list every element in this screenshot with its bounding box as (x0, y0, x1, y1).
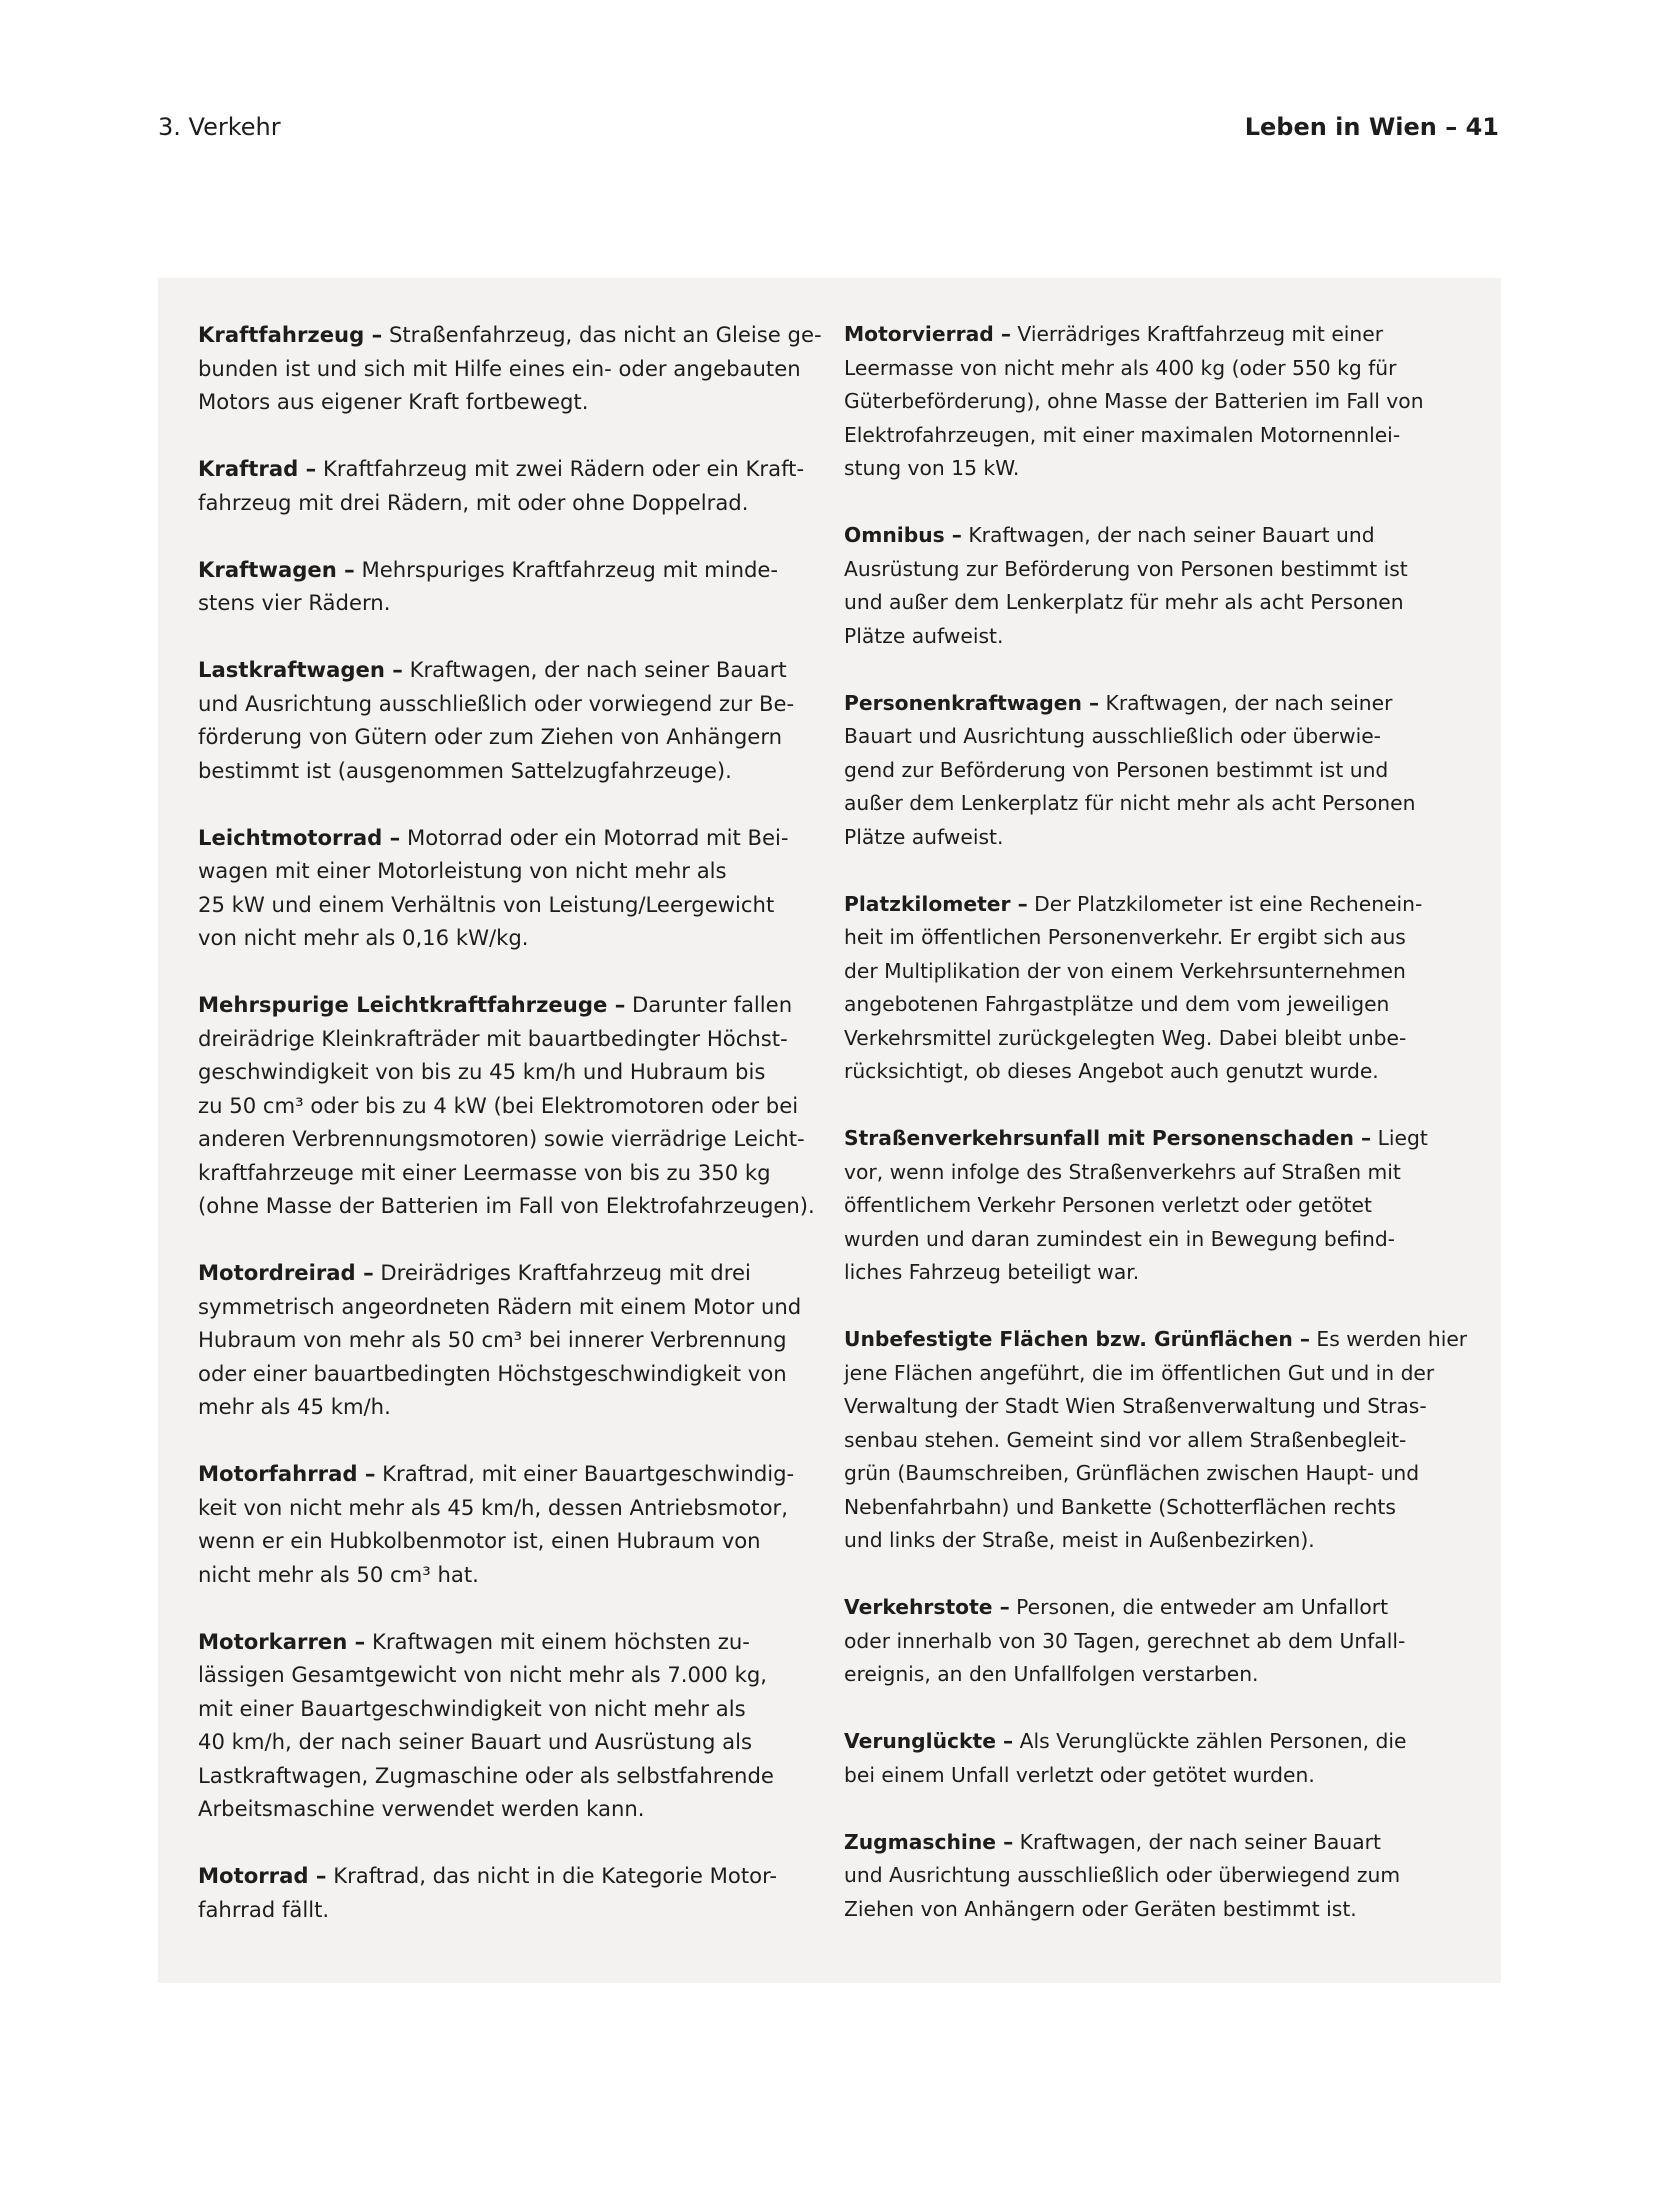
entry-line (844, 1893, 1474, 1927)
definition-text: Leermasse von nicht mehr als 400 kg (oder 550 kg für (844, 355, 1397, 380)
glossary-entry-kraftwagen (198, 553, 828, 620)
definition-text: außer dem Lenkerplatz für nicht mehr als acht Personen (844, 791, 1416, 815)
definition-text: der Multiplikation der von einem Verkehrsunternehmen (844, 958, 1406, 983)
definition-text: vor, wenn infolge des Straßenverkehrs auf Straßen mit (844, 1159, 1401, 1184)
entry-line (844, 419, 1474, 453)
entry-line (844, 955, 1474, 989)
page-title: Leben in Wien – 41 (1244, 113, 1499, 141)
entry-line (198, 1357, 828, 1391)
definition-text: dreirädrige Kleinkrafträder mit bauartbedingter Höchst- (198, 1025, 788, 1051)
glossary-term: Leichtmotorrad – (198, 824, 401, 850)
definition-text: Dreirädriges Kraftfahrzeug mit drei (373, 1260, 751, 1285)
definition-text: Kraftwagen, der nach seiner (1099, 690, 1393, 715)
definition-text: Verwaltung der Stadt Wien Straßenverwaltung und Stras- (844, 1394, 1427, 1418)
definition-text: Kraftwagen, der nach seiner Bauart und (961, 523, 1375, 547)
entry-line (844, 1457, 1474, 1491)
entry-line (198, 1524, 828, 1558)
glossary-entry-verkehrstote (844, 1591, 1474, 1692)
definition-text: mehr als 45 km/h. (198, 1394, 391, 1419)
entry-line (198, 1189, 828, 1223)
entry-line (844, 1156, 1474, 1190)
entry-line (844, 1725, 1474, 1759)
glossary-entry-motorrad (198, 1859, 828, 1926)
entry-line (198, 1491, 828, 1525)
glossary-term: Motordreirad – (198, 1260, 374, 1285)
definition-text: angebotenen Fahrgastplätze und dem vom jeweiligen (844, 992, 1390, 1016)
definition-text: anderen Verbrennungsmotoren) sowie vierrädrige Leicht- (198, 1126, 805, 1151)
entry-line (844, 1658, 1474, 1692)
entry-line (198, 653, 828, 687)
glossary-entry-platzkilometer (844, 888, 1474, 1089)
definition-text: fahrrad fällt. (198, 1896, 330, 1922)
entry-line (844, 586, 1474, 620)
entry-line (844, 519, 1474, 553)
definition-text: keit von nicht mehr als 45 km/h, dessen Antriebsmotor, (198, 1494, 788, 1520)
definition-text: bunden ist und sich mit Hilfe eines ein- oder angebauten (198, 355, 801, 381)
entry-line (198, 352, 828, 386)
definition-text: Hubraum von mehr als 50 cm³ bei innerer Verbrennung (198, 1327, 787, 1352)
definition-text: (ohne Masse der Batterien im Fall von Elektrofahrzeugen). (198, 1193, 815, 1218)
entry-line (198, 854, 828, 888)
glossary-term: Kraftfahrzeug – (198, 322, 383, 347)
definition-text: nicht mehr als 50 cm³ hat. (198, 1561, 479, 1587)
entry-line (198, 1390, 828, 1424)
definition-text: fahrzeug mit drei Rädern, mit oder ohne Doppelrad. (198, 489, 749, 515)
definition-text: Elektrofahrzeugen, mit einer maximalen Motornennlei- (844, 422, 1401, 447)
glossary-entry-kraftfahrzeug (198, 318, 828, 419)
entry-line (844, 1189, 1474, 1223)
definition-text: Kraftwagen, der nach seiner Bauart (1013, 1829, 1381, 1854)
entry-line (844, 1491, 1474, 1525)
entry-line (844, 1625, 1474, 1659)
entry-line (198, 1256, 828, 1290)
entry-line (844, 921, 1474, 955)
entry-line (844, 821, 1474, 855)
entry-line (198, 888, 828, 922)
glossary-term: Lastkraftwagen – (198, 657, 403, 682)
entry-line (198, 1759, 828, 1793)
glossary-entry-zugmaschine (844, 1826, 1474, 1927)
entry-line (198, 1055, 828, 1089)
definition-text: Bauart und Ausrichtung ausschließlich oder überwie- (844, 724, 1381, 748)
definition-text: zu 50 cm³ oder bis zu 4 kW (bei Elektromotoren oder bei (198, 1092, 799, 1118)
glossary-term: Verkehrstote – (844, 1595, 1010, 1619)
entry-line (844, 1591, 1474, 1625)
glossary-entry-personenkraftwagen (844, 687, 1474, 855)
definition-text: gend zur Beförderung von Personen bestimmt ist und (844, 757, 1389, 782)
glossary-left-column (198, 318, 828, 1960)
definition-text: Als Verunglückte zählen Personen, die (1013, 1729, 1407, 1753)
glossary-box (158, 278, 1501, 1983)
glossary-entry-unbefestigte-flaechen-bzw-gruenflaechen (844, 1323, 1474, 1558)
definition-text: Nebenfahrbahn) und Bankette (Schotterflächen rechts (844, 1494, 1396, 1519)
glossary-term: Kraftrad – (198, 456, 317, 481)
glossary-term: Unbefestigte Flächen bzw. Grünflächen – (844, 1327, 1310, 1351)
entry-line (844, 385, 1474, 419)
glossary-entry-motorkarren (198, 1625, 828, 1826)
entry-line (844, 754, 1474, 788)
definition-text: liches Fahrzeug beteiligt war. (844, 1260, 1140, 1284)
definition-text: Kraftwagen, der nach seiner Bauart (402, 657, 787, 682)
glossary-right-column (844, 318, 1474, 1960)
entry-line (198, 921, 828, 955)
glossary-entry-strassenverkehrsunfall-mit-personenschaden (844, 1122, 1474, 1290)
definition-text: 25 kW und einem Verhältnis von Leistung/Leergewicht (198, 891, 775, 917)
entry-line (198, 1792, 828, 1826)
definition-text: Mehrspuriges Kraftfahrzeug mit minde- (354, 556, 779, 582)
glossary-entry-motordreirad (198, 1256, 828, 1424)
entry-line (198, 452, 828, 486)
entry-line (198, 553, 828, 587)
entry-line (844, 988, 1474, 1022)
glossary-entry-motorvierrad (844, 318, 1474, 486)
definition-text: kraftfahrzeuge mit einer Leermasse von bis zu 350 kg (198, 1159, 771, 1185)
definition-text: Plätze aufweist. (844, 824, 1004, 849)
definition-text: heit im öffentlichen Personenverkehr. Er ergibt sich aus (844, 925, 1406, 949)
definition-text: Plätze aufweist. (844, 623, 1004, 648)
entry-line (198, 687, 828, 721)
entry-line (844, 318, 1474, 352)
entry-line (844, 888, 1474, 922)
entry-line (198, 1859, 828, 1893)
entry-line (198, 1725, 828, 1759)
entry-line (844, 1022, 1474, 1056)
definition-text: und links der Straße, meist in Außenbezirken). (844, 1528, 1315, 1552)
entry-line (198, 1122, 828, 1156)
definition-text: 40 km/h, der nach seiner Bauart und Ausrüstung als (198, 1729, 752, 1754)
definition-text: senbau stehen. Gemeint sind vor allem Straßenbegleit- (844, 1427, 1407, 1452)
entry-line (844, 1859, 1474, 1893)
entry-line (198, 754, 828, 788)
definition-text: Der Platzkilometer ist eine Rechenein- (1027, 891, 1423, 916)
entry-line (198, 821, 828, 855)
entry-line (844, 687, 1474, 721)
definition-text: wurden und daran zumindest ein in Bewegung befind- (844, 1226, 1395, 1251)
entry-line (844, 1256, 1474, 1290)
glossary-term: Motorvierrad – (844, 322, 1011, 346)
definition-text: bestimmt ist (ausgenommen Sattelzugfahrzeuge). (198, 757, 732, 783)
glossary-entry-lastkraftwagen (198, 653, 828, 787)
definition-text: bei einem Unfall verletzt oder getötet wurden. (844, 1762, 1315, 1787)
entry-line (198, 988, 828, 1022)
entry-line (198, 1893, 828, 1927)
entry-line (198, 1323, 828, 1357)
definition-text: von nicht mehr als 0,16 kW/kg. (198, 925, 529, 950)
entry-line (844, 1524, 1474, 1558)
definition-text: Liegt (1371, 1126, 1428, 1150)
definition-text: und außer dem Lenkerplatz für mehr als acht Personen (844, 590, 1404, 614)
glossary-term: Straßenverkehrsunfall mit Personenschaden – (844, 1126, 1372, 1150)
entry-line (198, 1022, 828, 1056)
entry-line (198, 486, 828, 520)
definition-text: Personen, die entweder am Unfallort (1009, 1595, 1389, 1619)
definition-text: mit einer Bauartgeschwindigkeit von nicht mehr als (198, 1695, 746, 1721)
glossary-term: Motorfahrrad – (198, 1461, 376, 1486)
definition-text: grün (Baumschreiben, Grünflächen zwischen Haupt- und (844, 1461, 1420, 1485)
glossary-entry-motorfahrrad (198, 1457, 828, 1591)
definition-text: Kraftrad, das nicht in die Kategorie Motor- (326, 1863, 778, 1888)
entry-line (844, 352, 1474, 386)
definition-text: Ziehen von Anhängern oder Geräten bestimmt ist. (844, 1896, 1357, 1921)
glossary-entry-omnibus (844, 519, 1474, 653)
entry-line (844, 620, 1474, 654)
entry-line (844, 553, 1474, 587)
definition-text: Es werden hier (1309, 1327, 1468, 1351)
definition-text: wenn er ein Hubkolbenmotor ist, einen Hubraum von (198, 1528, 761, 1553)
definition-text: Darunter fallen (625, 992, 793, 1017)
definition-text: Kraftfahrzeug mit zwei Rädern oder ein Kraft- (316, 456, 805, 481)
entry-line (844, 452, 1474, 486)
glossary-entry-leichtmotorrad (198, 821, 828, 955)
glossary-term: Mehrspurige Leichtkraftfahrzeuge – (198, 992, 626, 1017)
glossary-term: Kraftwagen – (198, 556, 355, 582)
definition-text: oder einer bauartbedingten Höchstgeschwindigkeit von (198, 1360, 787, 1386)
glossary-entry-mehrspurige-leichtkraftfahrzeuge (198, 988, 828, 1223)
glossary-term: Zugmaschine – (844, 1829, 1014, 1854)
definition-text: förderung von Gütern oder zum Ziehen von Anhängern (198, 724, 783, 749)
definition-text: Güterbeförderung), ohne Masse der Batterien im Fall von (844, 389, 1424, 413)
entry-line (198, 1658, 828, 1692)
definition-text: ereignis, an den Unfallfolgen verstarben. (844, 1662, 1259, 1686)
entry-line (844, 1223, 1474, 1257)
definition-text: Kraftrad, mit einer Bauartgeschwindig- (375, 1461, 795, 1486)
entry-line (198, 1625, 828, 1659)
entry-line (844, 1122, 1474, 1156)
glossary-term: Platzkilometer – (844, 891, 1028, 916)
definition-text: Vierrädriges Kraftfahrzeug mit einer (1010, 322, 1384, 346)
glossary-entry-verunglueckte (844, 1725, 1474, 1792)
definition-text: Motors aus eigener Kraft fortbewegt. (198, 389, 589, 414)
glossary-entry-kraftrad (198, 452, 828, 519)
definition-text: und Ausrichtung ausschließlich oder vorwiegend zur Be- (198, 690, 795, 716)
definition-text: symmetrisch angeordneten Rädern mit einem Motor und (198, 1293, 802, 1319)
section-title: 3. Verkehr (158, 113, 281, 141)
definition-text: wagen mit einer Motorleistung von nicht mehr als (198, 858, 727, 883)
entry-line (844, 1424, 1474, 1458)
entry-line (844, 1759, 1474, 1793)
entry-line (198, 1156, 828, 1190)
entry-line (198, 385, 828, 419)
definition-text: jene Flächen angeführt, die im öffentlichen Gut und in der (844, 1360, 1435, 1385)
entry-line (198, 720, 828, 754)
definition-text: rücksichtigt, ob dieses Angebot auch genutzt wurde. (844, 1059, 1379, 1083)
definition-text: stung von 15 kW. (844, 456, 1020, 480)
definition-text: oder innerhalb von 30 Tagen, gerechnet ab dem Unfall- (844, 1628, 1406, 1653)
glossary-term: Motorrad – (198, 1863, 327, 1888)
definition-text: stens vier Rädern. (198, 590, 391, 615)
definition-text: Lastkraftwagen, Zugmaschine oder als selbstfahrende (198, 1762, 774, 1788)
definition-text: Ausrüstung zur Beförderung von Personen bestimmt ist (844, 556, 1408, 581)
definition-text: geschwindigkeit von bis zu 45 km/h und Hubraum bis (198, 1059, 766, 1084)
entry-line (198, 1457, 828, 1491)
entry-line (844, 1826, 1474, 1860)
entry-line (844, 1357, 1474, 1391)
entry-line (198, 1692, 828, 1726)
definition-text: Arbeitsmaschine verwendet werden kann. (198, 1796, 645, 1821)
definition-text: Verkehrsmittel zurückgelegten Weg. Dabei bleibt unbe- (844, 1025, 1407, 1050)
entry-line (198, 1089, 828, 1123)
entry-line (844, 1390, 1474, 1424)
entry-line (844, 1055, 1474, 1089)
definition-text: Straßenfahrzeug, das nicht an Gleise ge- (382, 322, 822, 347)
entry-line (844, 787, 1474, 821)
definition-text: öffentlichem Verkehr Personen verletzt oder getötet (844, 1193, 1372, 1217)
entry-line (844, 1323, 1474, 1357)
glossary-term: Omnibus – (844, 523, 962, 547)
definition-text: lässigen Gesamtgewicht von nicht mehr als 7.000 kg, (198, 1662, 768, 1687)
entry-line (198, 586, 828, 620)
entry-line (198, 1558, 828, 1592)
definition-text: Kraftwagen mit einem höchsten zu- (365, 1628, 750, 1654)
entry-line (198, 318, 828, 352)
definition-text: Motorrad oder ein Motorrad mit Bei- (400, 824, 789, 850)
glossary-term: Verunglückte – (844, 1729, 1014, 1753)
definition-text: und Ausrichtung ausschließlich oder überwiegend zum (844, 1863, 1401, 1887)
glossary-term: Motorkarren – (198, 1628, 366, 1654)
entry-line (198, 1290, 828, 1324)
entry-line (844, 720, 1474, 754)
glossary-term: Personenkraftwagen – (844, 690, 1100, 715)
